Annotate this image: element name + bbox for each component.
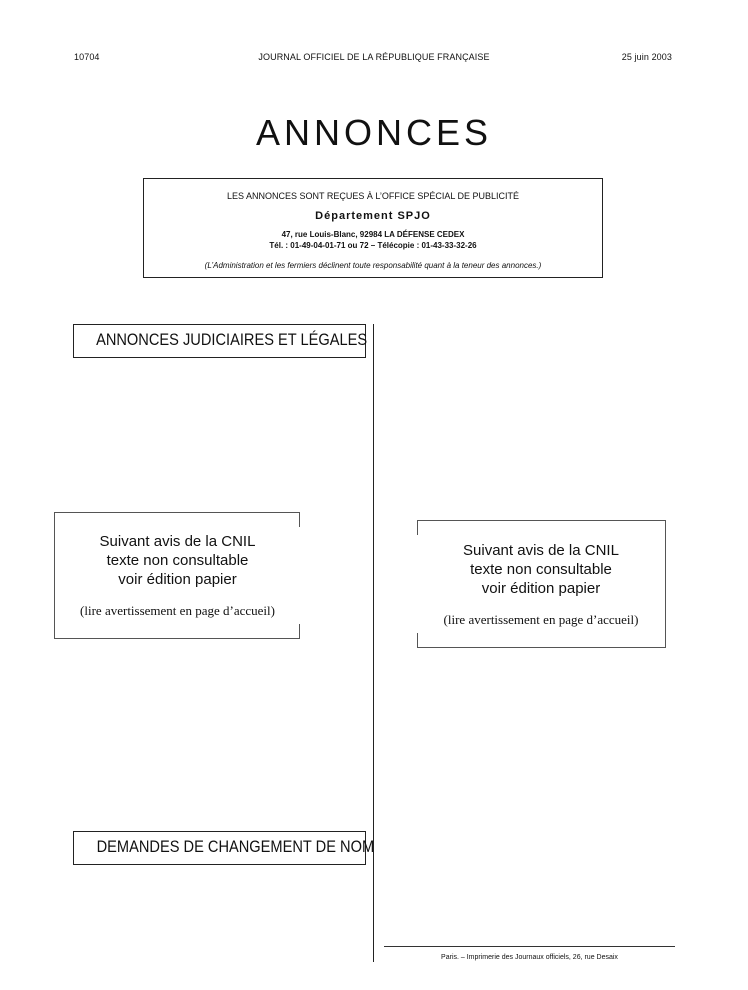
notice-line: voir édition papier [481, 580, 601, 597]
notice-line: Suivant avis de la CNIL [99, 533, 256, 550]
box-edge-mark [417, 521, 418, 535]
cnil-notice-left [54, 512, 300, 639]
cnil-notice-right [417, 520, 666, 648]
printer-imprint: Paris. – Imprimerie des Journaux officiels, 26, rue Desaix [441, 954, 618, 961]
page-number: 10704 [74, 52, 100, 62]
office-address: 47, rue Louis-Blanc, 92984 LA DÉFENSE CEDEX [281, 230, 465, 239]
notice-note: (lire avertissement en page d’accueil) [80, 603, 275, 618]
notice-note: (lire avertissement en page d’accueil) [443, 612, 639, 627]
section-heading-changement-nom [73, 831, 375, 865]
notice-line: texte non consultable [470, 561, 612, 578]
box-edge-mark [299, 513, 300, 527]
page-title: ANNONCES [255, 112, 493, 153]
notice-line: Suivant avis de la CNIL [463, 542, 619, 559]
notice-line: voir édition papier [118, 571, 237, 588]
disclaimer: (L’Administration et les fermiers déclinent toute responsabilité quant à la teneur des annonces.) [204, 261, 542, 270]
publicity-office-box [143, 178, 603, 278]
box-edge-mark [417, 633, 418, 647]
office-phone: Tél. : 01-49-04-01-71 ou 72 – Télécopie : 01-43-33-32-26 [269, 241, 477, 250]
office-line: LES ANNONCES SONT REÇUES À L’OFFICE SPÉCIAL DE PUBLICITÉ [226, 191, 520, 201]
department-name: Département SPJO [315, 210, 431, 222]
section-heading-label: DEMANDES DE CHANGEMENT DE NOM [96, 837, 375, 856]
column-divider [373, 324, 374, 962]
box-edge-mark [299, 624, 300, 638]
publication-date: 25 juin 2003 [621, 52, 672, 62]
notice-line: texte non consultable [106, 552, 249, 569]
section-heading-judiciaires [73, 324, 366, 358]
journal-title: JOURNAL OFFICIEL DE LA RÉPUBLIQUE FRANÇAISE [258, 52, 490, 62]
section-heading-label: ANNONCES JUDICIAIRES ET LÉGALES [96, 330, 368, 349]
footer-rule [384, 946, 675, 947]
